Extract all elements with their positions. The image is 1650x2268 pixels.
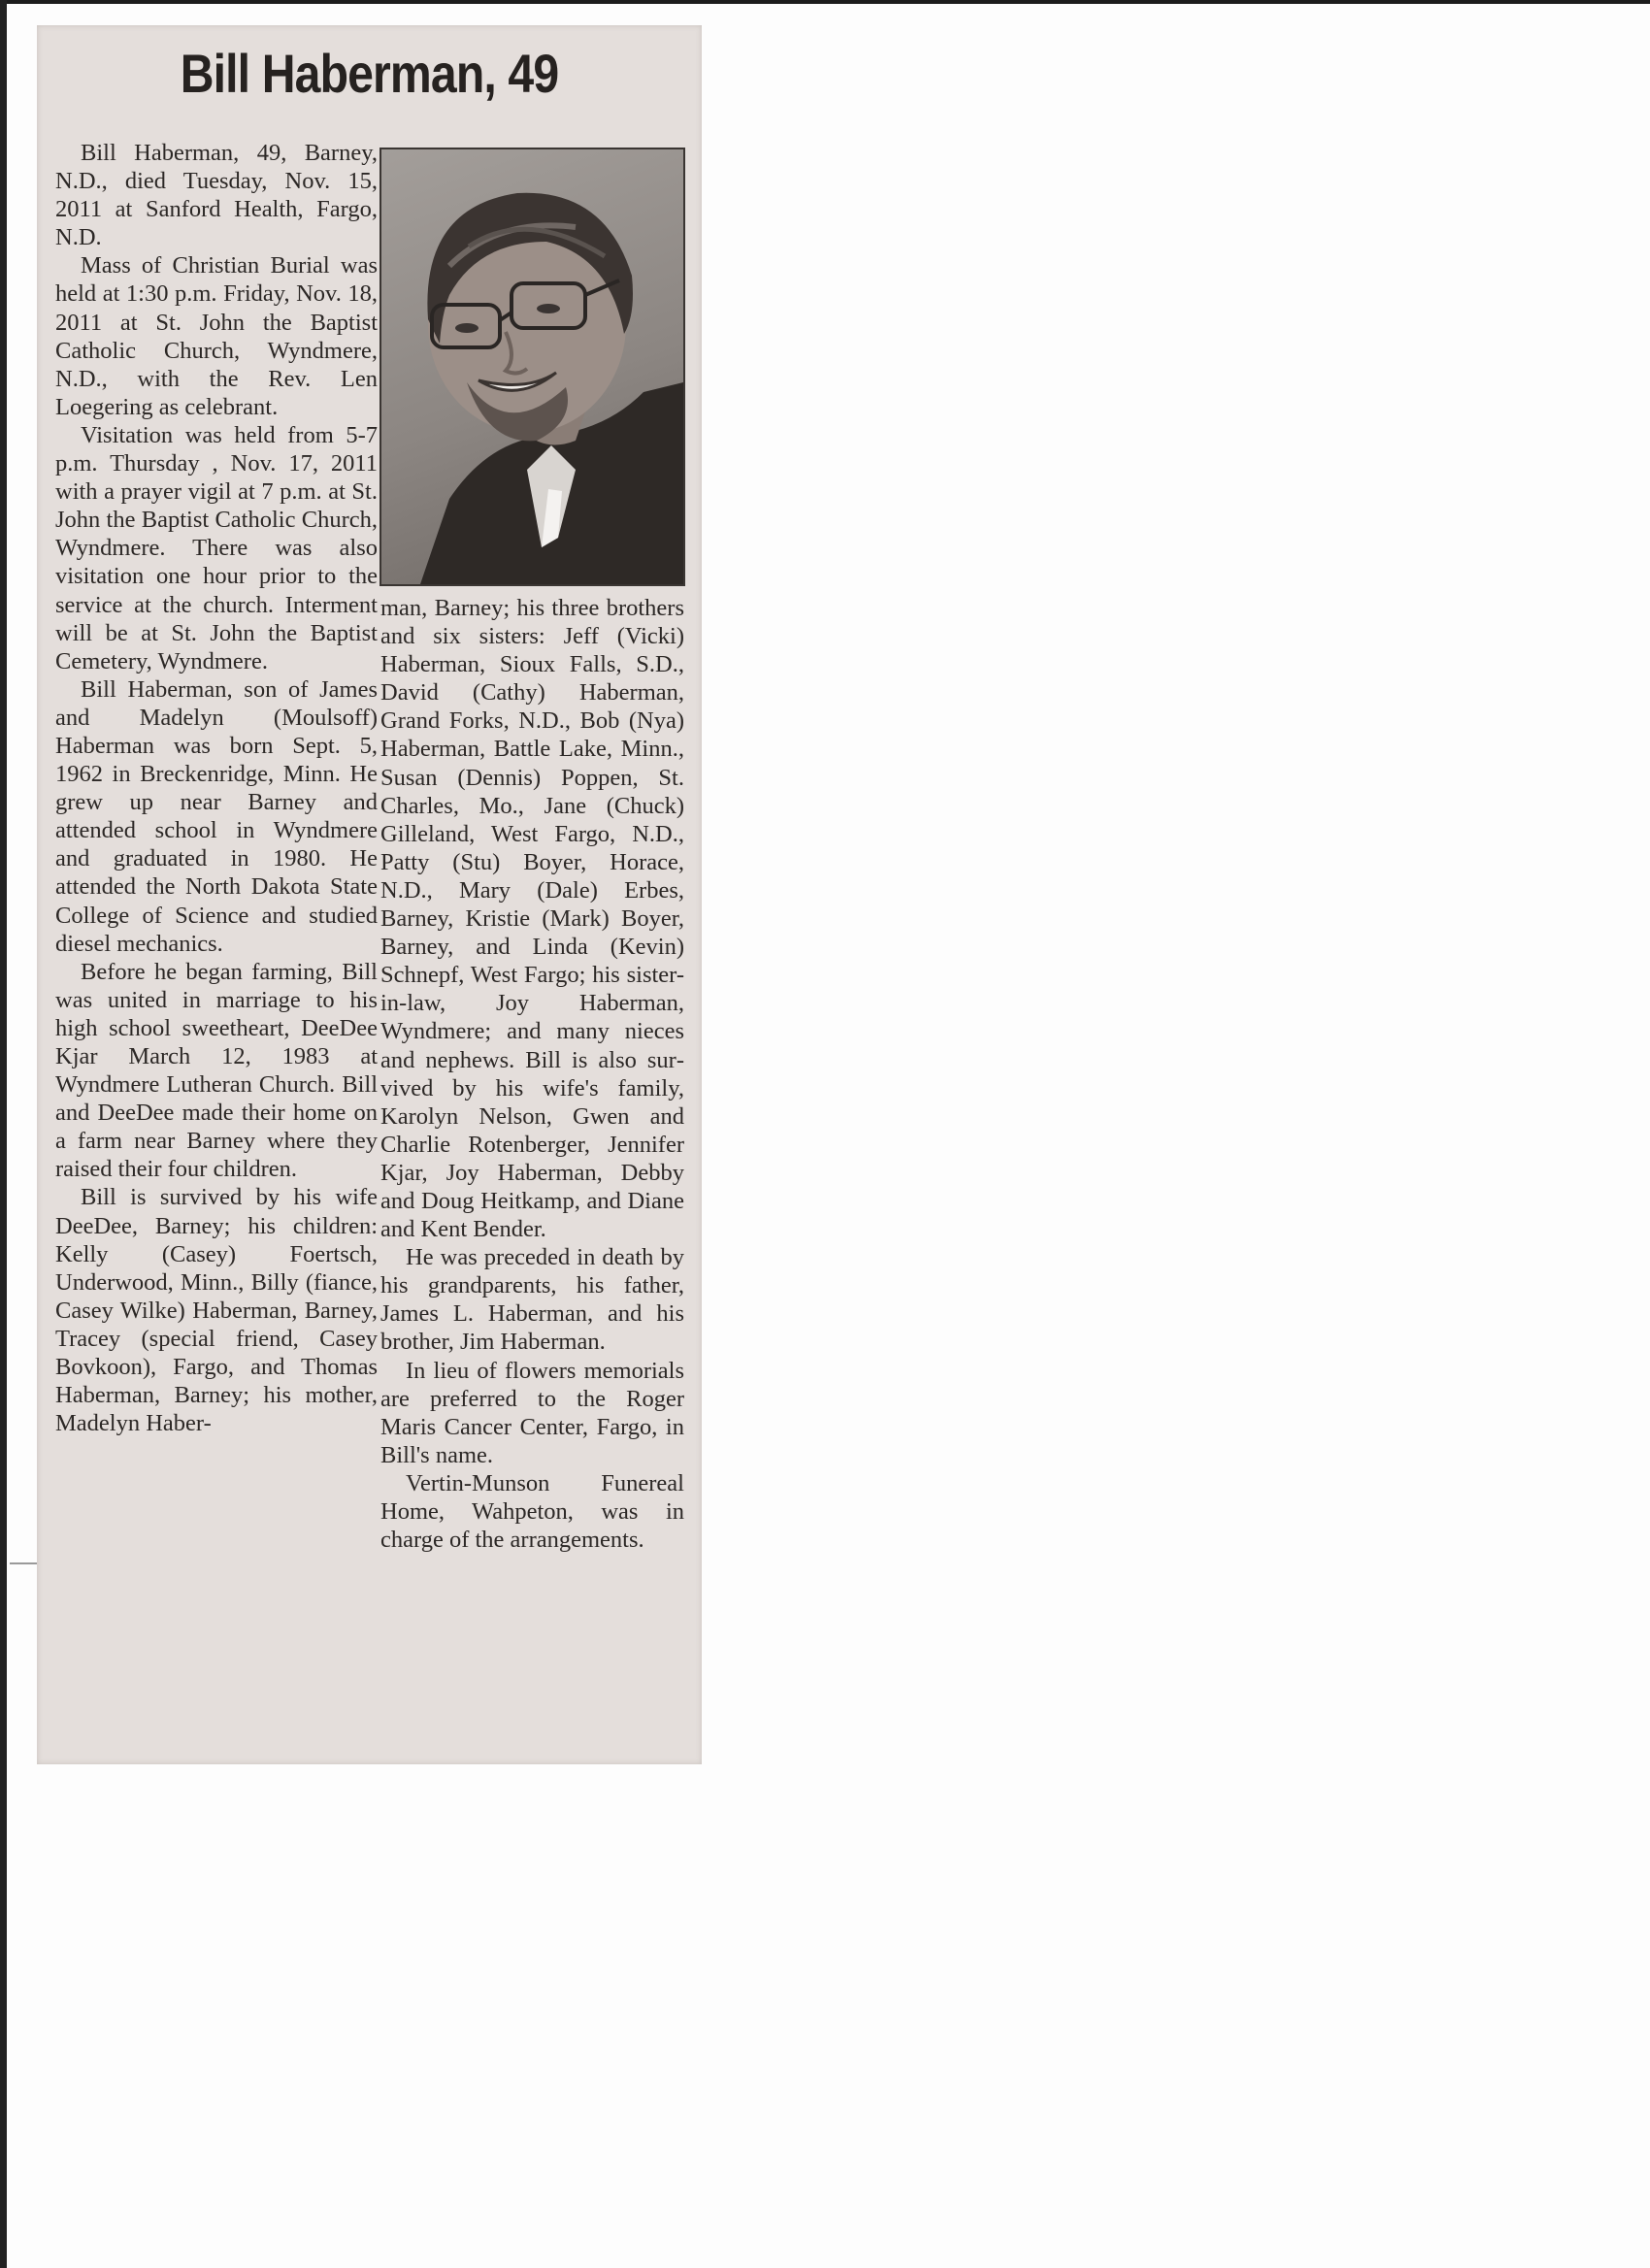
- scan-top-edge: [0, 0, 1650, 4]
- obituary-right-column: [380, 594, 684, 1554]
- obituary-paragraph: Visitation was held from 5-7 p.m. Thursday , Nov. 17, 2011 with a prayer vigil at 7 p.m. at St. John the Baptist Catholic Church, Wyndmere. There was also visitation one hour prior to the service at the church. Interment will be at St. John the Baptist Cemetery, Wyndmere.: [55, 421, 378, 674]
- obituary-clipping: [37, 25, 702, 1764]
- obituary-headline: Bill Haberman, 49: [180, 43, 559, 104]
- obituary-paragraph: Before he began farming, Bill was united in marriage to his high school sweetheart, DeeDee Kjar March 12, 1983 at Wyndmere Lutheran Church. Bill and DeeDee made their home on a farm near Barney where they raised their four children.: [55, 958, 378, 1183]
- obituary-paragraph: Vertin-Munson Funereal Home, Wahpeton, was in charge of the arrangements.: [380, 1469, 684, 1554]
- obituary-paragraph: Bill is survived by his wife DeeDee, Barney; his children: Kelly (Casey) Foertsch, Underwood, Minn., Billy (fiance, Casey Wilke) Haberman, Barney, Tracey (special friend, Casey Bovkoon), Fargo, and Thomas Haberman, Barney; his mother, Madelyn Haber-: [55, 1184, 378, 1437]
- portrait-image: [381, 149, 683, 584]
- scan-mark: [10, 1562, 37, 1564]
- scan-left-edge: [0, 0, 7, 2268]
- obituary-paragraph-continuation: man, Barney; his three brothers and six sisters: Jeff (Vicki) Haberman, Sioux Falls, S.D., David (Cathy) Haberman, Grand Forks, N.D., Bob (Nya) Haberman, Battle Lake, Minn., Susan (Dennis) Poppen, St. Charles, Mo., Jane (Chuck) Gilleland, West Fargo, N.D., Patty (Stu) Boyer, Horace, N.D., Mary (Dale) Erbes, Barney, Kristie (Mark) Boyer, Barney, and Linda (Kevin) Schnepf, West Fargo; his sister-in-law, Joy Haberman, Wyndmere; and many nieces and nephews. Bill is also survived by his wife's family, Karolyn Nelson, Gwen and Charlie Rotenberger, Jennifer Kjar, Joy Haberman, Debby and Doug Heitkamp, and Diane and Kent Bender.: [380, 595, 684, 1243]
- obituary-paragraph: Bill Haberman, 49, Barney, N.D., died Tuesday, Nov. 15, 2011 at Sanford Health, Fargo, N.D.: [55, 140, 378, 251]
- portrait-photo: [380, 148, 685, 586]
- obituary-left-column: [55, 139, 378, 1437]
- obituary-paragraph: In lieu of flowers memorials are preferred to the Roger Maris Cancer Center, Fargo, in Bill's name.: [380, 1357, 684, 1468]
- obituary-paragraph: He was preceded in death by his grandparents, his father, James L. Haberman, and his brother, Jim Haberman.: [380, 1244, 684, 1356]
- obituary-paragraph: Mass of Christian Burial was held at 1:30 p.m. Friday, Nov. 18, 2011 at St. John the Baptist Catholic Church, Wyndmere, N.D., with the Rev. Len Loegering as celebrant.: [55, 252, 378, 420]
- obituary-paragraph: Bill Haberman, son of James and Madelyn (Moulsoff) Haberman was born Sept. 5, 1962 in Breckenridge, Minn. He grew up near Barney and attended school in Wyndmere and graduated in 1980. He attended the North Dakota State College of Science and studied diesel mechanics.: [55, 675, 378, 957]
